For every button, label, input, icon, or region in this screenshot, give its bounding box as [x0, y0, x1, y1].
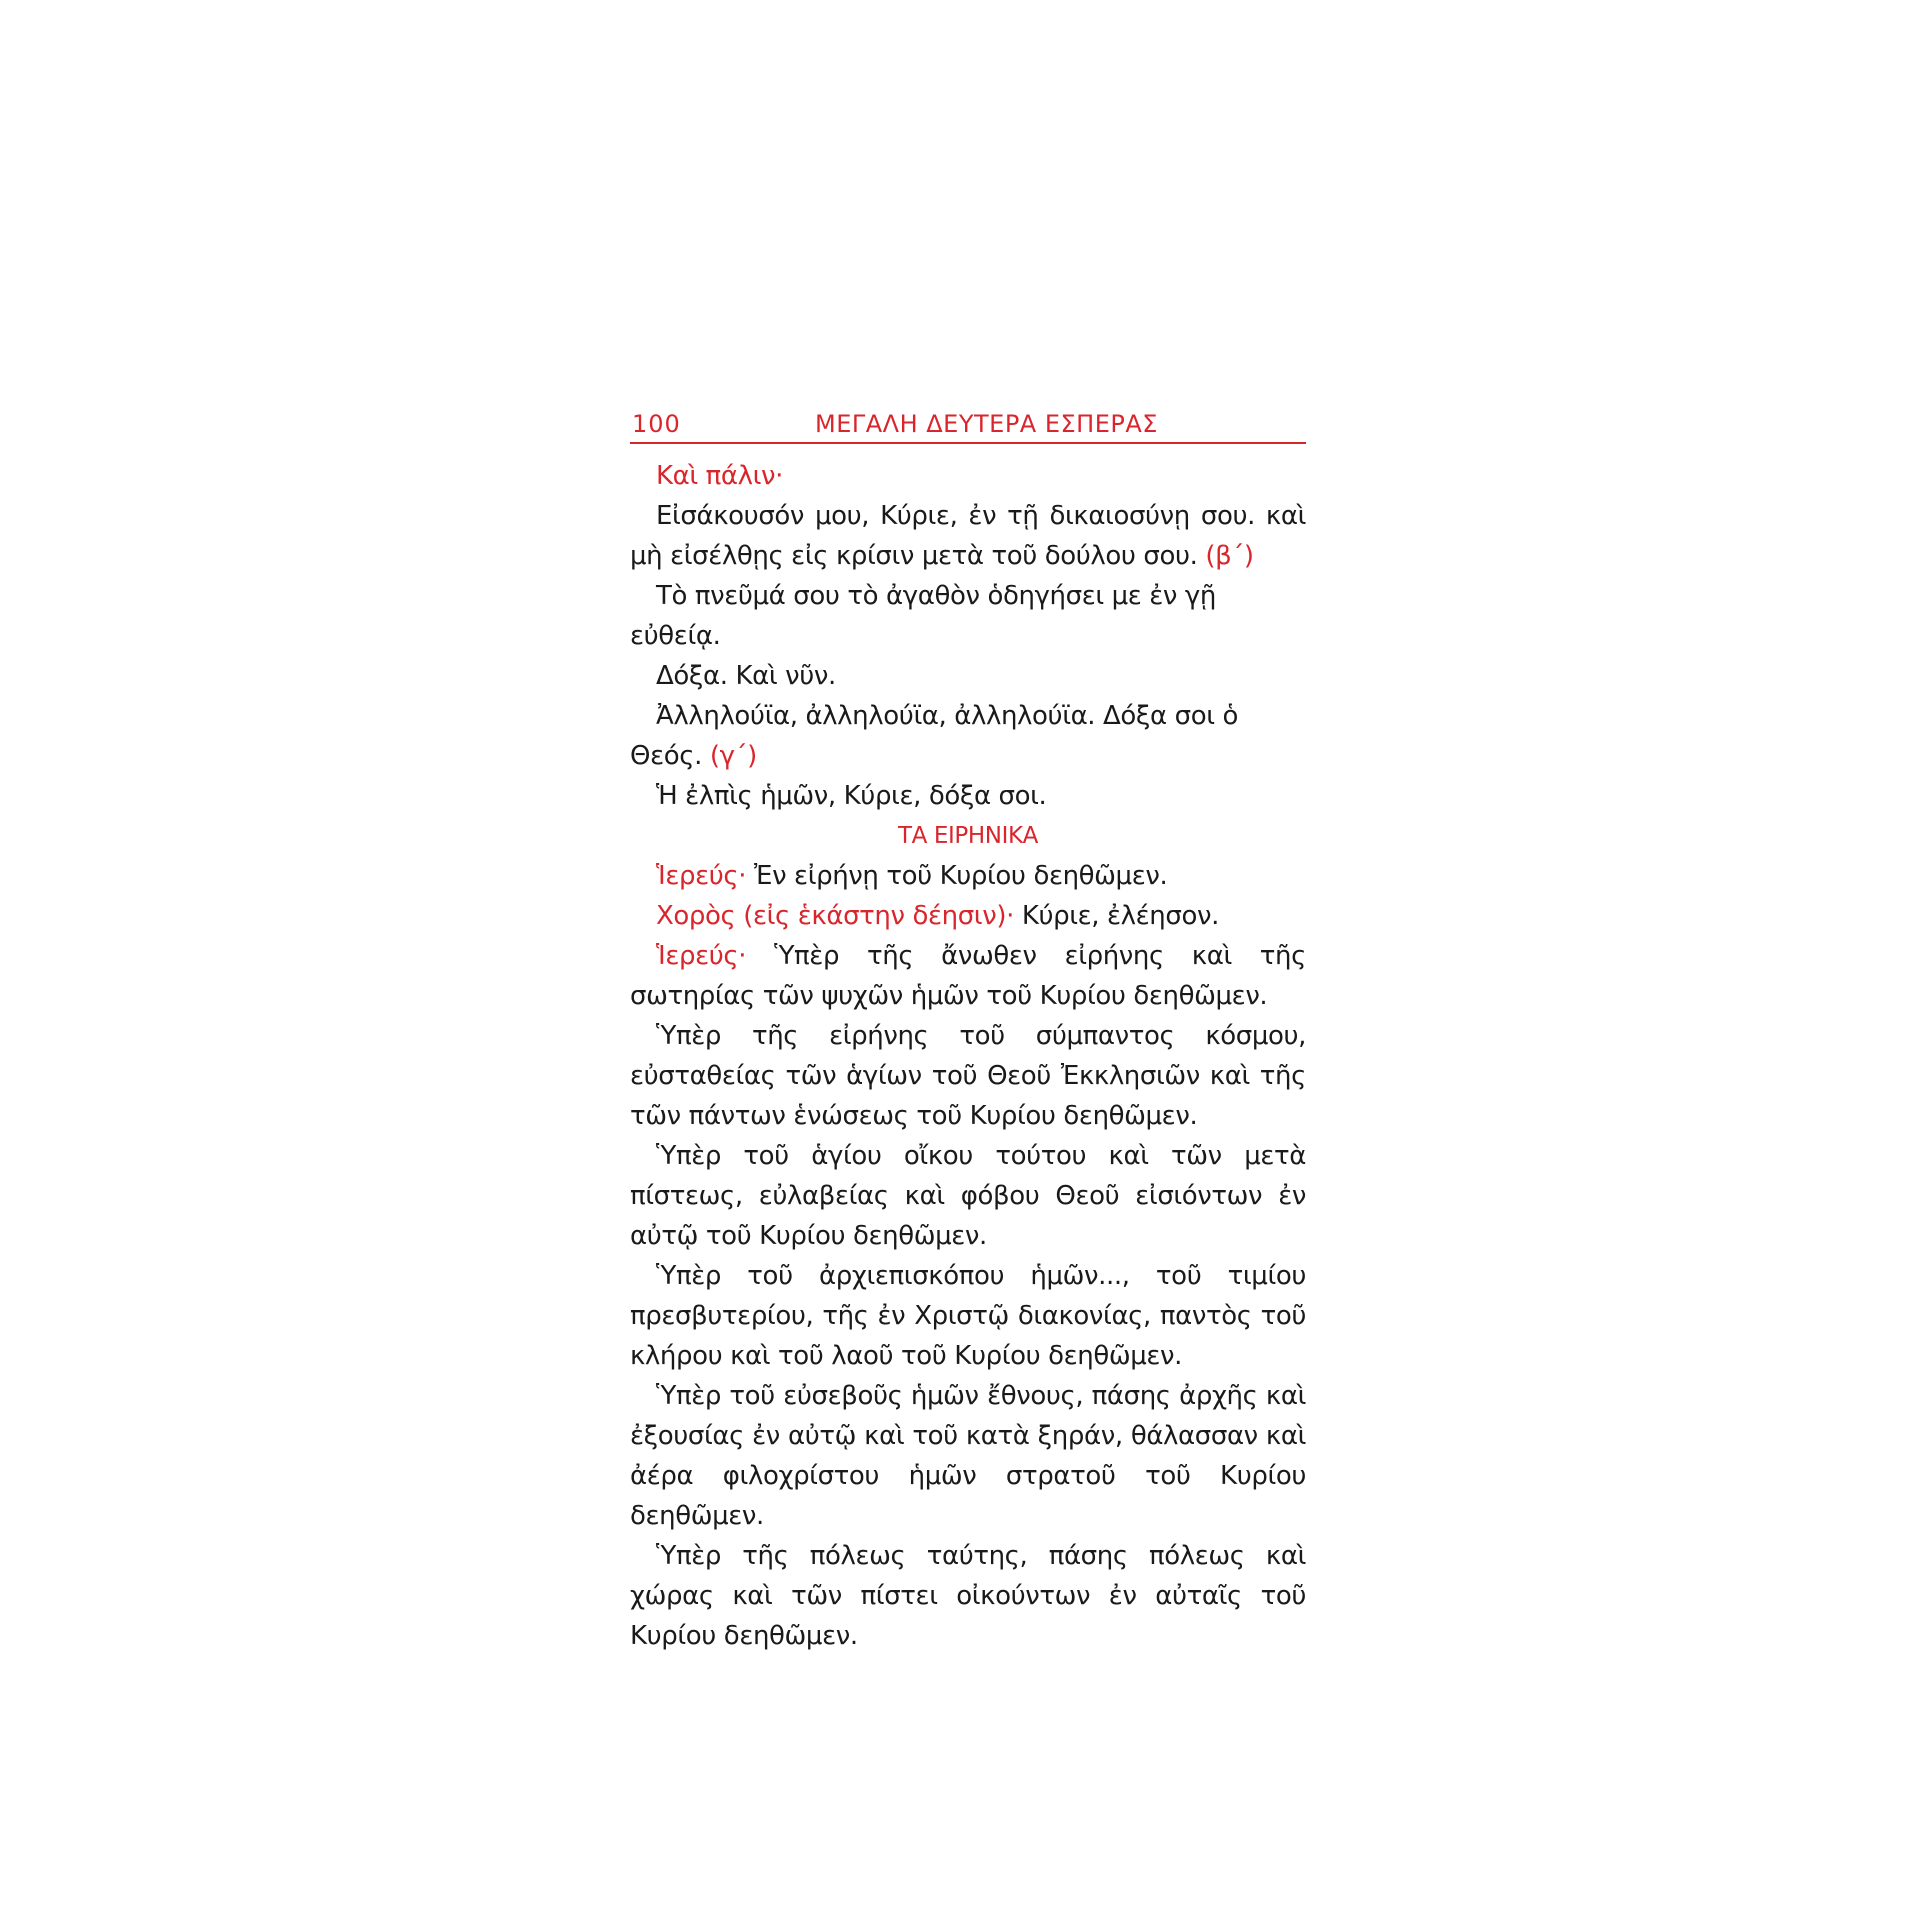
running-title: ΜΕΓΑΛΗ ΔΕΥΤΕΡΑ ΕΣΠΕΡΑΣ	[815, 410, 1158, 438]
priest-rubric: Ἱερεύς·	[656, 941, 747, 971]
verse-paragraph: Δόξα. Καὶ νῦν.	[656, 661, 836, 691]
litany-paragraph: Ὑπὲρ τῆς πόλεως ταύτης, πάσης πόλεως καὶ χώρας καὶ τῶν πίστει οἰκούντων ἐν αὐταῖς τοῦ Κυρίου δεηθῶμεν.	[630, 1541, 1306, 1651]
litany-paragraph: Ὑπὲρ τοῦ ἀρχιεπισκόπου ἡμῶν..., τοῦ τιμίου πρεσβυτερίου, τῆς ἐν Χριστῷ διακονίας, παντὸς τοῦ κλήρου καὶ τοῦ λαοῦ τοῦ Κυρίου δεηθῶμεν.	[630, 1261, 1306, 1371]
verse-paragraph	[630, 696, 1306, 776]
litany-paragraph: Ὑπὲρ τοῦ ἁγίου οἴκου τούτου καὶ τῶν μετὰ πίστεως, εὐλαβείας καὶ φόβου Θεοῦ εἰσιόντων ἐν αὐτῷ τοῦ Κυρίου δεηθῶμεν.	[630, 1141, 1306, 1251]
litany-paragraph	[630, 936, 1306, 1016]
choir-rubric: Χορὸς (εἰς ἑκάστην δέησιν)·	[656, 901, 1014, 931]
litany-paragraph	[630, 896, 1306, 936]
litany-text: Ὑπὲρ τῆς ἄνωθεν εἰρήνης καὶ τῆς σωτηρίας τῶν ψυχῶν ἡμῶν τοῦ Κυρίου δεηθῶμεν.	[630, 941, 1306, 1011]
verse-paragraph	[630, 496, 1306, 576]
repeat-mark: (β΄)	[1205, 541, 1254, 571]
verse-text: Εἰσάκουσόν μου, Κύριε, ἐν τῇ δικαιοσύνῃ σου. καὶ μὴ εἰσέλθῃς εἰς κρίσιν μετὰ τοῦ δούλου σου.	[630, 501, 1306, 571]
verse-text: Ἀλληλούϊα, ἀλληλούϊα, ἀλληλούϊα. Δόξα σοι ὁ Θεός.	[630, 701, 1238, 771]
verse-paragraph: Ἡ ἐλπὶς ἡμῶν, Κύριε, δόξα σοι.	[656, 781, 1047, 811]
litany-paragraph	[630, 856, 1306, 896]
section-heading: ΤΑ ΕΙΡΗΝΙΚΑ	[898, 823, 1038, 849]
verse-paragraph: Τὸ πνεῦμά σου τὸ ἀγαθὸν ὁδηγήσει με ἐν γῇ εὐθείᾳ.	[630, 581, 1216, 651]
book-page	[630, 402, 1306, 1656]
litany-text: Ἐν εἰρήνῃ τοῦ Κυρίου δεηθῶμεν.	[753, 861, 1168, 891]
litany-paragraph: Ὑπὲρ τοῦ εὐσεβοῦς ἡμῶν ἔθνους, πάσης ἀρχῆς καὶ ἐξουσίας ἐν αὐτῷ καὶ τοῦ κατὰ ξηράν, θάλασσαν καὶ ἀέρα φιλοχρίστου ἡμῶν στρατοῦ τοῦ Κυρίου δεηθῶμεν.	[630, 1381, 1306, 1531]
rubric-kai-palin: Καὶ πάλιν·	[656, 461, 784, 491]
running-header	[630, 402, 1306, 444]
page-body	[630, 456, 1306, 1656]
litany-paragraph: Ὑπὲρ τῆς εἰρήνης τοῦ σύμπαντος κόσμου, εὐσταθείας τῶν ἁγίων τοῦ Θεοῦ Ἐκκλησιῶν καὶ τῆς τῶν πάντων ἑνώσεως τοῦ Κυρίου δεηθῶμεν.	[630, 1021, 1306, 1131]
priest-rubric: Ἱερεύς·	[656, 861, 747, 891]
choir-response: Κύριε, ἐλέησον.	[1021, 901, 1219, 931]
repeat-mark: (γ΄)	[709, 741, 757, 771]
page-number: 100	[632, 410, 681, 438]
